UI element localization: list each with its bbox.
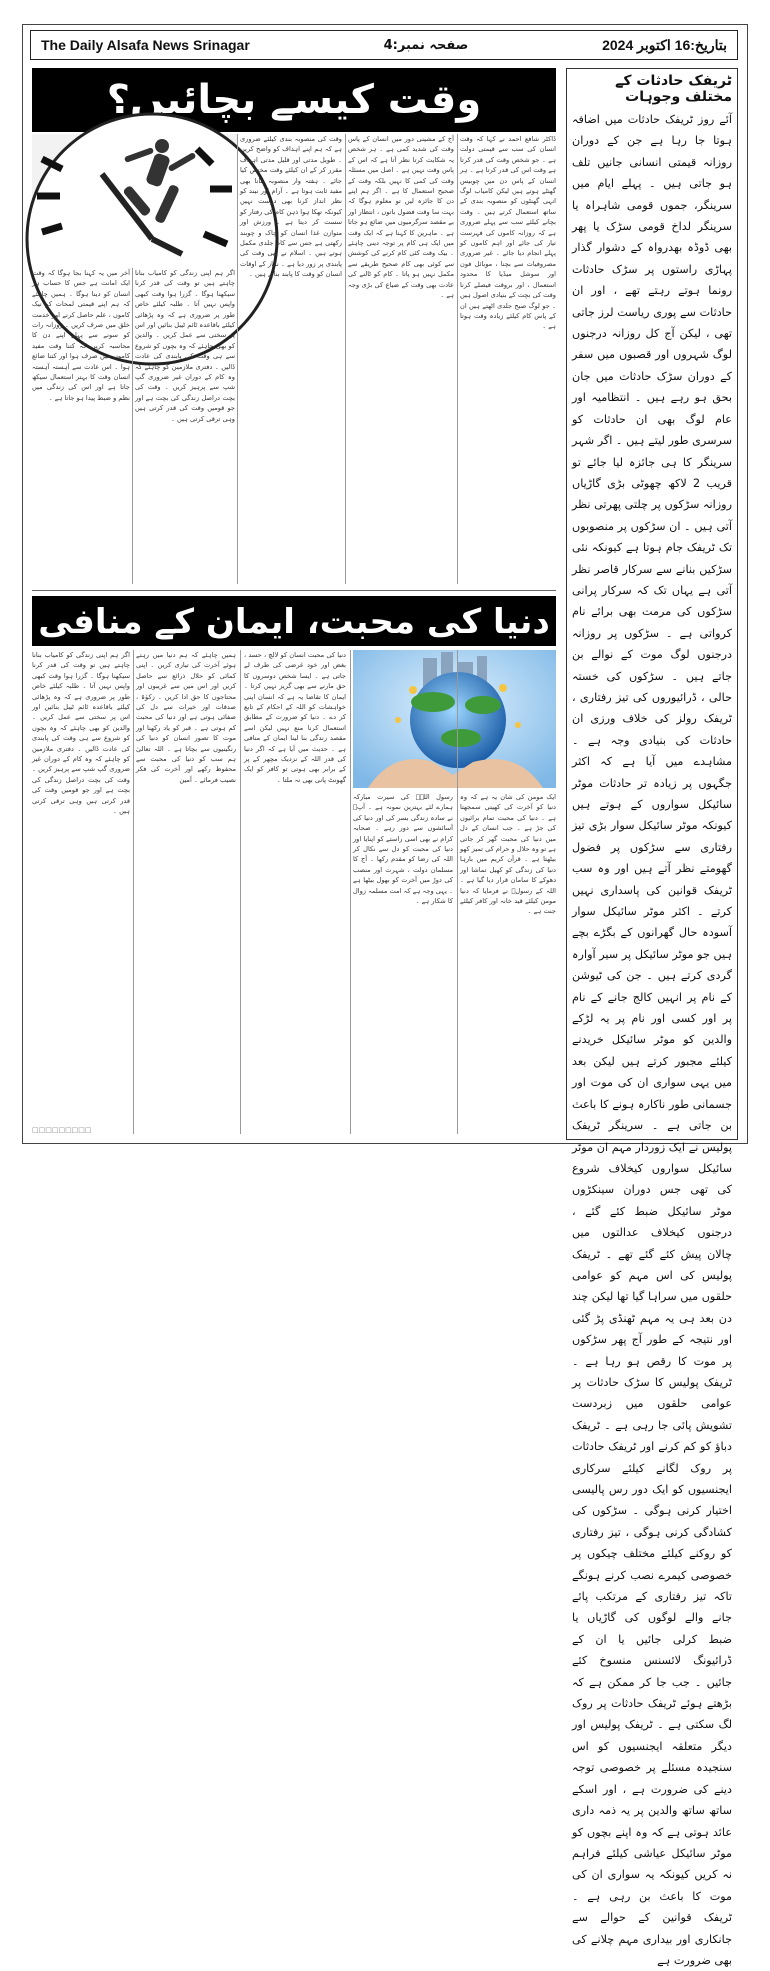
column-rule xyxy=(350,650,351,1134)
article-1-column-5: آخر میں یہ کہنا بجا ہوگا کہ وقت ایک امانت ہے جس کا حساب ہر انسان کو دینا ہوگا ۔ ہمیں چاہئے کہ ہم اپنے قیمتی لمحات کو نیک کاموں ، علم حاصل کرنے اور خدمت خلق میں صرف کریں ۔ روزانہ رات کو سونے سے پہلے اپنے دن کا محاسبہ کریں کہ کتنا وقت مفید کاموں میں صرف ہوا اور کتنا ضائع ہوا ۔ اس عادت سے آہستہ آہستہ انسان وقت کا بہتر استعمال سیکھ جاتا ہے اور اس کی زندگی میں نظم و ضبط پیدا ہو جاتا ہے ۔ xyxy=(32,269,130,402)
column-rule xyxy=(133,650,134,1134)
headline-time-saving: وقت کیسے بچائیں؟ xyxy=(32,68,556,132)
traffic-article-title: ٹریفک حادثات کے مختلف وجوہات xyxy=(615,73,732,105)
column-rule xyxy=(457,134,458,584)
masthead xyxy=(30,30,738,60)
issue-date: بتاریخ:16 اکتوبر 2024 xyxy=(602,36,727,53)
headline-love-of-world: دنیا کی محبت، ایمان کے منافی xyxy=(32,596,556,646)
column-rule xyxy=(237,134,238,584)
footer-note: □□□□□□□□□ xyxy=(32,1126,92,1134)
column-rule xyxy=(345,134,346,584)
globe-city-hands-image xyxy=(353,650,556,788)
article-2-column-2: رسول اللہؐ کی سیرت مبارکہ ہمارے لئے بہترین نمونہ ہے ۔ آپؐ نے سادہ زندگی بسر کی اور دنیا کی آسائشوں سے دور رہے ۔ صحابہ کرام نے بھی اسی راستے کو اپنایا اور دنیا کی محبت کو دل سے نکال کر اللہ کی رضا کو مقدم رکھا ۔ آج کا مسلمان دولت ، شہرت اور منصب کی دوڑ میں آخرت کو بھول بیٹھا ہے ۔ یہی وجہ ہے کہ امت مسلمہ زوال کا شکار ہے ۔ xyxy=(353,793,453,906)
article-2-column-4: ہمیں چاہئے کہ ہم دنیا میں رہتے ہوئے آخرت کی تیاری کریں ۔ اپنی کمائی کو حلال ذرائع سے حاصل کریں اور اس میں سے غریبوں اور محتاجوں کا حق ادا کریں ۔ زکوٰۃ ، صدقات اور خیرات سے دل کی صفائی ہوتی ہے اور دنیا کی محبت کم ہوتی ہے ۔ قبر کو یاد رکھنا اور موت کا تصور انسان کو دنیا کی رنگینیوں سے بچاتا ہے ۔ اللہ تعالیٰ ہم سب کو دنیا کی محبت سے محفوظ رکھے اور آخرت کی فکر نصیب فرمائے ۔ آمین xyxy=(136,651,236,784)
column-rule xyxy=(457,650,458,1134)
article-1-column-4: اگر ہم اپنی زندگی کو کامیاب بنانا چاہتے ہیں تو وقت کی قدر کرنا سیکھنا ہوگا ۔ گزرا ہوا وقت کبھی واپس نہیں آتا ۔ طلبہ کیلئے خاص طور پر ضروری ہے کہ وہ پڑھائی کیلئے باقاعدہ ٹائم ٹیبل بنائیں اور اس پر سختی سے عمل کریں ۔ والدین کو بھی چاہئے کہ وہ بچوں کو شروع سے ہی وقت کی پابندی کی عادت ڈالیں ۔ دفتری ملازمین کو چاہئے کہ وہ کام کے دوران غیر ضروری گپ شپ سے پرہیز کریں ۔ وقت کی بچت دراصل زندگی کی بچت ہے اور جو قومیں وقت کی قدر کرتی ہیں وہی ترقی کرتی ہیں ۔ xyxy=(135,269,235,423)
column-rule xyxy=(132,268,133,584)
paper-name: The Daily Alsafa News Srinagar xyxy=(41,37,250,53)
page-number: صفحہ نمبر:4 xyxy=(383,37,469,53)
article-1-column-3: وقت کی منصوبہ بندی کیلئے ضروری ہے کہ ہم اپنے اہداف کو واضح کریں ۔ طویل مدتی اور قلیل مدتی اہداف مقرر کر کے ان کیلئے وقت مختص کیا جائے ۔ ہفتہ وار منصوبہ بنانا بھی مفید ثابت ہوتا ہے ۔ آرام اور نیند کو نظر انداز کرنا بھی درست نہیں کیونکہ تھکا ہوا ذہن کام کی رفتار کو سست کر دیتا ہے ۔ ورزش اور متوازن غذا انسان کو چاک و چوبند رکھتی ہے جس سے کام جلدی مکمل ہوتے ہیں ۔ اسلام نے بھی وقت کی پابندی پر زور دیا ہے ۔ نماز کے اوقات انسان کو وقت کا پابند بناتے ہیں ۔ xyxy=(240,135,342,279)
column-rule xyxy=(240,650,241,1134)
article-1-column-2: آج کے مشینی دور میں انسان کے پاس وقت کی شدید کمی ہے ۔ ہر شخص یہ شکایت کرتا نظر آتا ہے کہ اس کے پاس وقت نہیں ہے ۔ اصل میں مسئلہ وقت کی کمی کا نہیں بلکہ وقت کے صحیح استعمال کا ہے ۔ اگر ہم اپنے دن کا جائزہ لیں تو معلوم ہوگا کہ بہت سا وقت فضول باتوں ، انتظار اور بے مقصد سرگرمیوں میں ضائع ہو جاتا ہے ۔ ماہرین کا کہنا ہے کہ ایک وقت میں ایک ہی کام پر توجہ دینی چاہئے ۔ بیک وقت کئی کام کرنے کی کوشش سے کوئی بھی کام صحیح طریقے سے مکمل نہیں ہو پاتا ۔ کام کو ٹالنے کی عادت بھی وقت کے ضیاع کی بڑی وجہ ہے ۔ xyxy=(348,135,454,300)
article-2-column-1: ایک مومن کی شان یہ ہے کہ وہ دنیا کو آخرت کی کھیتی سمجھتا ہے ۔ دنیا کی محبت تمام برائیوں کی جڑ ہے ۔ جب انسان کے دل میں دنیا کی محبت گھر کر جاتی ہے تو وہ حلال و حرام کی تمیز کھو بیٹھتا ہے ۔ قرآن کریم میں بارہا دنیا کی زندگی کو کھیل تماشا اور دھوکے کا سامان قرار دیا گیا ہے ۔ اللہ کے رسولؐ نے فرمایا کہ دنیا مومن کیلئے قید خانہ اور کافر کیلئے جنت ہے ۔ xyxy=(460,793,556,916)
section-divider xyxy=(32,590,556,591)
clock-runner-image xyxy=(32,134,237,264)
article-1-column-1: ڈاکٹر شافع احمد نے کہا کہ وقت انسان کی سب سے قیمتی دولت ہے ۔ جو شخص وقت کی قدر کرتا ہے وقت اس کی قدر کرتا ہے ۔ ہر انسان کے پاس دن میں چوبیس گھنٹے ہوتے ہیں لیکن کامیاب لوگ انہی گھنٹوں کو منصوبہ بندی کے ساتھ استعمال کرتے ہیں ۔ وقت بچانے کیلئے سب سے پہلے ضروری ہے کہ روزانہ کاموں کی فہرست تیار کی جائے اور اہم کاموں کو پہلے انجام دیا جائے ۔ غیر ضروری مصروفیات سے بچنا ، موبائل فون اور سوشل میڈیا کا محدود استعمال ، اور بروقت فیصلے کرنا وقت کی بچت کے بنیادی اصول ہیں ۔ جو لوگ صبح جلدی اٹھتے ہیں ان کے پاس کام کیلئے زیادہ وقت ہوتا ہے ۔ xyxy=(459,135,556,331)
traffic-article-body: آئے روز ٹریفک حادثات میں اضافہ ہوتا جا رہا ہے جن کے دوران روزانہ قیمتی انسانی جانیں تلف ہو جاتی ہیں ۔ پہلے ایام میں سرینگر، جموں قومی شاہراہ یا سرینگر لداخ قومی سڑک یا پھر بھی ڈوڈہ بھدرواہ کے دشوار گذار پہاڑی راستوں پر سڑک حادثات رونما ہوتے رہتے تھے ، اور ان حادثات سے پوری ریاست لرز جاتی تھی ، لیکن آج کل روزانہ درجنوں لوگ شہروں اور قصبوں میں سفر کے دوران سڑک حادثات میں جان بحق ہو رہے ہیں ۔ انتظامیہ اور عام لوگ بھی ان حادثات کو سرسری طور لیتے ہیں ۔ اگر شہر سرینگر کا ہی جائزہ لیا جائے تو قریب 2 لاکھ چھوٹی بڑی گاڑیاں روزانہ سڑکوں پر چلتی پھرتی نظر آتی ہیں ۔ ان سڑکوں پر منصوبوں تک ٹریفک جام ہوتا ہے کیونکہ نئی سڑکیں بنانے سے سرکار قاصر نظر آتی ہے یہاں تک کہ سرکار پرانی سڑکوں کی مرمت بھی برائے نام کرواتی ہے ۔ سڑکوں پر روزانہ درجنوں لوگ موت کے نوالے بن جاتے ہیں ۔ سڑکوں کی خستہ حالی ، ڈرائیوروں کی تیز رفتاری ، ٹریفک رولز کی خلاف ورزی ان حادثات کی بنیادی وجہ ہے ۔ مشاہدے میں آیا ہے کہ اکثر جگہوں پر زیادہ تر حادثات موٹر سائیکل سواروں کے ہوتے ہیں کیونکہ موٹر سائیکل سوار بڑی تیز رفتاری سے سڑکوں پر فضول گھومتے نظر آتے ہیں اور وہ سب ٹریفک قوانین کی پاسداری نہیں کرتے ۔ اکثر موٹر سائیکل سوار آسودہ حال گھرانوں کے بگڑے بچے ہیں جو موٹر سائیکل پر سیر آوارہ گردی کرتے ہیں ۔ جن کی ٹیوشن کے نام پر انہیں کالج جانے کے نام پر اور کسی اور نام پر یہ لڑکے والدین کو موٹر سائیکل خریدنے کیلئے مجبور کرتے ہیں لیکن بعد میں یہی سواری ان کی موت اور جسمانی طور ناکارہ ہونے کا باعث بن جاتی ہے ۔ سرینگر ٹریفک پولیس نے ایک زوردار مہم ان موٹر سائیکل سواروں کیخلاف شروع کی تھی جس دوران سینکڑوں موٹر سائیکل ضبط کئے گئے ، درجنوں کیخلاف عدالتوں میں چالان پیش کئے گئے تھے ۔ ٹریفک پولیس کی اس مہم کو عوامی حلقوں میں سراہا گیا تھا لیکن چند دن بعد ہی یہ مہم ٹھنڈی پڑ گئی اور نتیجہ کے طور آج پھر سڑکوں پر موت کا رقص ہو رہا ہے ۔ ٹریفک پولیس کا سڑک حادثات پر عوامی حلقوں میں زبردست تشویش پائی جا رہی ہے ۔ ٹریفک دباؤ کو کم کرنے اور ٹریفک حادثات پر روک لگانے کیلئے سرکاری ایجنسیوں کو ایک دور رس پالیسی اختیار کرنی ہوگی ۔ سڑکوں کی کشادگی کرنی ہوگی ، تیز رفتاری کو روکنے کیلئے مختلف چیکوں پر خصوصی کیمرے نصب کرنے ہونگے تاکہ تیز رفتاری کے مرتکب پائے جانے والے لوگوں کی گاڑیاں یا ضبط کرلی جائیں یا ان کے ڈرائیونگ لائسنس منسوخ کئے جائیں ۔ جب جا کر ممکن ہے کہ بڑھتے ہوئے ٹریفک حادثات پر روک لگ سکتی ہے ۔ ٹریفک پولیس اور دیگر متعلقہ ایجنسیوں کو اس سنجیدہ مسئلے پر خصوصی توجہ دینے کی ضرورت ہے ، اور اسکے ساتھ ساتھ والدین پر یہ ذمہ داری عائد ہوتی ہے کہ وہ اپنے بچوں کو موٹر سائیکل عیاشی کیلئے فراہم نہ کریں کیونکہ یہ سواری ان کی موت کا باعث بن رہی ہے ۔ ٹریفک قوانین کے حوالے سے جانکاری اور بیداری مہم چلانے کی بھی ضرورت ہے xyxy=(572,113,732,1967)
article-2-column-5: اگر ہم اپنی زندگی کو کامیاب بنانا چاہتے ہیں تو وقت کی قدر کرنا سیکھنا ہوگا ۔ گزرا ہوا وقت کبھی واپس نہیں آتا ۔ طلبہ کیلئے خاص طور پر ضروری ہے کہ وہ پڑھائی کیلئے باقاعدہ ٹائم ٹیبل بنائیں اور اس پر سختی سے عمل کریں ۔ والدین کو بھی چاہئے کہ وہ بچوں کو شروع سے ہی وقت کی پابندی کی عادت ڈالیں ۔ دفتری ملازمین کو چاہئے کہ وہ کام کے دوران غیر ضروری گپ شپ سے پرہیز کریں ۔ وقت کی بچت دراصل زندگی کی بچت ہے اور جو قومیں وقت کی قدر کرتی ہیں وہی ترقی کرتی ہیں ۔ xyxy=(32,651,130,816)
traffic-accidents-article xyxy=(566,68,738,1967)
article-2-column-3: دنیا کی محبت انسان کو لالچ ، حسد ، بغض اور خود غرضی کی طرف لے جاتی ہے ۔ ایسا شخص دوسروں کا حق مارنے سے بھی گریز نہیں کرتا ۔ ایمان کا تقاضا یہ ہے کہ انسان اپنی خواہشات کو اللہ کے احکام کے تابع کر دے ۔ دنیا کو ضرورت کے مطابق استعمال کرنا منع نہیں لیکن اسے مقصد زندگی بنا لینا ایمان کے منافی ہے ۔ حدیث میں آیا ہے کہ اگر دنیا کی قدر اللہ کے نزدیک مچھر کے پر کے برابر بھی ہوتی تو کافر کو ایک گھونٹ پانی بھی نہ ملتا ۔ xyxy=(244,651,346,784)
